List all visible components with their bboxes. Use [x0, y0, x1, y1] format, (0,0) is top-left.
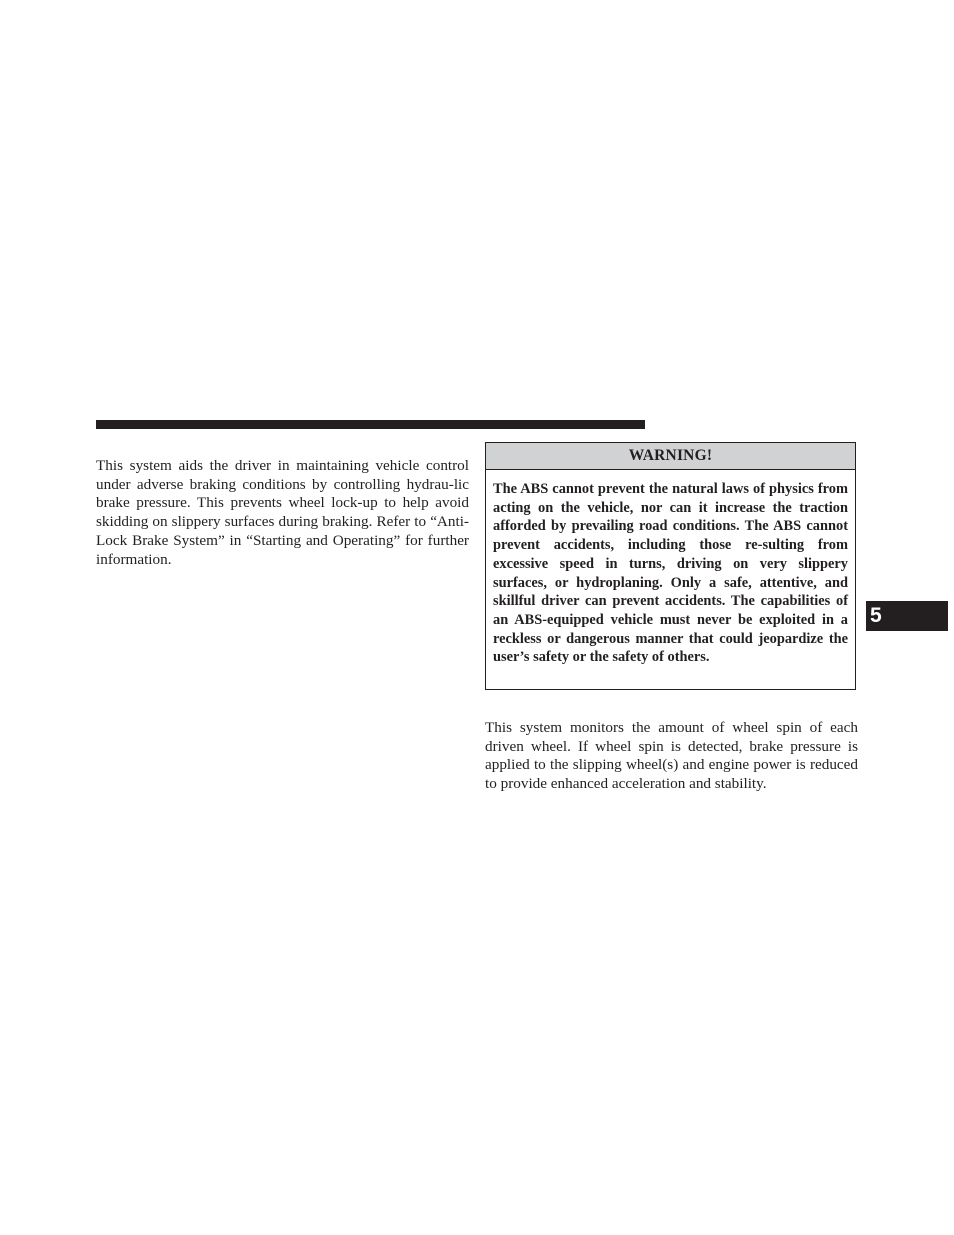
- chapter-tab: [866, 601, 948, 631]
- warning-body-text: The ABS cannot prevent the natural laws of physics from acting on the vehicle, nor can it increase the traction afforded by prevailing road conditions. The ABS cannot prevent accidents, including those re-sulting from excessive speed in turns, driving on very slippery surfaces, or hydroplaning. Only a safe, attentive, and skillful driver can prevent accidents. The capabilities of an ABS-equipped vehicle must never be exploited in a reckless or dangerous manner that could jeopardize the user’s safety or the safety of others.: [493, 481, 848, 666]
- chapter-number: 5: [870, 604, 882, 627]
- left-column-paragraph: This system aids the driver in maintaining vehicle control under adverse braking conditions by controlling hydrau-lic brake pressure. This prevents wheel lock-up to help avoid skidding on slippery surfaces during braking. Refer to “Anti-Lock Brake System” in “Starting and Operating” for further information.: [96, 457, 469, 568]
- section-divider-rule: [96, 420, 645, 429]
- right-column-paragraph: This system monitors the amount of wheel spin of each driven wheel. If wheel spin is detected, brake pressure is applied to the slipping wheel(s) and engine power is reduced to provide enhanced acceleration and stability.: [485, 719, 858, 793]
- warning-box: [485, 442, 856, 690]
- warning-title: WARNING!: [486, 443, 855, 470]
